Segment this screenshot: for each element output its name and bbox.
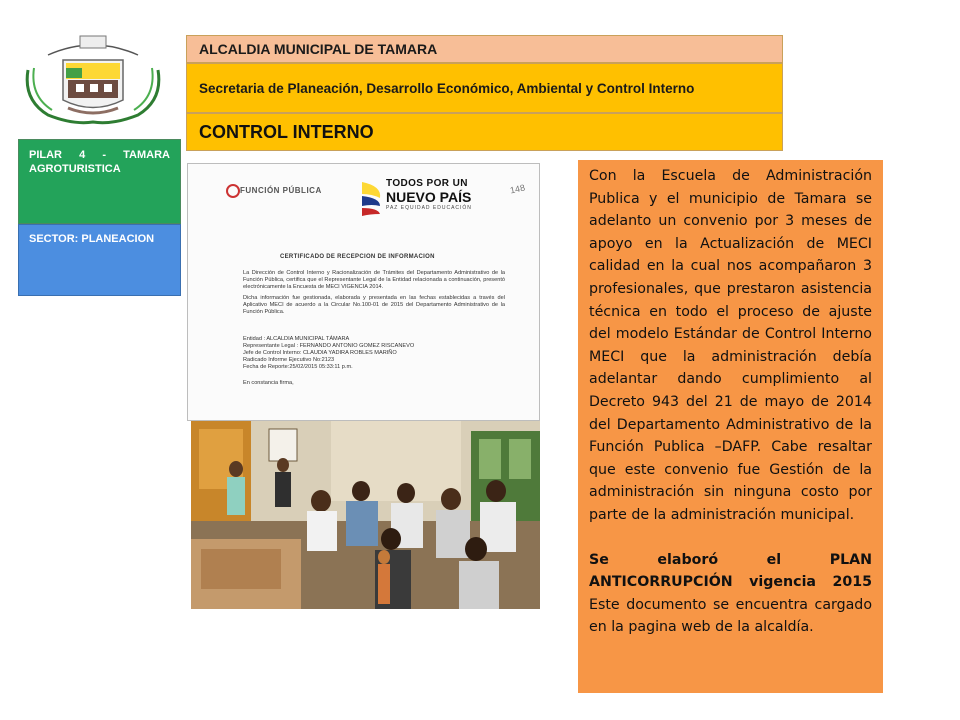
description-box — [578, 160, 883, 693]
sector-label: SECTOR: PLANEACION — [29, 233, 155, 245]
municipality-header — [186, 35, 783, 63]
funcion-publica-icon — [226, 184, 240, 198]
field-radicado: Radicado Informe Ejecutivo No:2123 — [243, 357, 335, 363]
secretariat-header — [186, 63, 783, 113]
field-representante: Representante Legal : FERNANDO ANTONIO GOMEZ RISCANEVO — [243, 343, 415, 349]
certificate-document — [187, 163, 540, 421]
anticorrupcion-text: Este documento se encuentra cargado en la pagina web de la alcaldía. — [589, 596, 872, 636]
certificate-paragraph-1: La Dirección de Control Interno y Racionalización de Trámites del Departamento Administrativo de la Función Pública, certifica que el Representante Legal de la Entidad relacionada a continuación, presentó electrónicamente la Encuesta de MECI VIGENCIA 2014. — [243, 270, 505, 290]
anticorrupcion-paragraph — [589, 549, 872, 639]
coat-of-arms-logo — [18, 30, 168, 130]
agency-name: FUNCIÓN PÚBLICA — [240, 186, 322, 195]
field-fecha: Fecha de Reporte:25/02/2015 05:33:11 p.m. — [243, 364, 353, 370]
pilar-label: PILAR 4 - TAMARA AGROTURISTICA — [29, 149, 170, 175]
flag-swoosh-icon — [358, 176, 386, 218]
field-entidad: Entidad : ALCALDIA MUNICIPAL TÁMARA — [243, 336, 350, 342]
meeting-photo — [191, 421, 540, 609]
pilar-box — [18, 139, 181, 224]
section-header — [186, 113, 783, 151]
slogan-top: TODOS POR UN — [386, 178, 468, 189]
certificate-paragraph-2: Dicha información fue gestionada, elaborada y presentada en las fechas establecidas a través del Aplicativo MECI de acuerdo a la Circular No.100-01 de 2015 del Departamento Administrativo de la Función Pública. — [243, 295, 505, 315]
anticorrupcion-heading: Se elaboró el PLAN ANTICORRUPCIÓN vigencia 2015 — [589, 551, 872, 591]
slogan-block — [386, 178, 498, 211]
section-title: CONTROL INTERNO — [199, 121, 374, 142]
field-jefe: Jefe de Control Interno: CLAUDIA YADIRA ROBLES MARIÑO — [243, 350, 397, 356]
handwritten-number: 148 — [509, 182, 526, 196]
secretariat-title: Secretaria de Planeación, Desarrollo Económico, Ambiental y Control Interno — [199, 80, 695, 96]
municipality-title: ALCALDIA MUNICIPAL DE TAMARA — [199, 41, 438, 57]
slogan-main: NUEVO PAÍS — [386, 189, 472, 205]
certificate-title: CERTIFICADO DE RECEPCION DE INFORMACION — [280, 254, 435, 260]
certificate-body — [243, 270, 505, 316]
sector-box — [18, 224, 181, 296]
field-closing: En constancia firma, — [243, 380, 294, 386]
slogan-sub: PAZ EQUIDAD EDUCACIÓN — [386, 205, 472, 211]
description-paragraph: Con la Escuela de Administración Publica y el municipio de Tamara se adelanto un convenio por 3 meses de apoyo en la Actualización de MECI calidad en la cual nos acompañaron 3 profesionales, que prestaron asistencia técnica en todo el proceso de ajuste del modelo Estándar de Control Interno MECI que la administración debía adelantar dando cumplimiento al Decreto 943 del 21 de mayo de 2014 del Departamento Administrativo de la Función Publica –DAFP. Cabe resaltar que este convenio fue Gestión de la administración sin ninguna costo por parte de la administración municipal. — [589, 168, 872, 523]
